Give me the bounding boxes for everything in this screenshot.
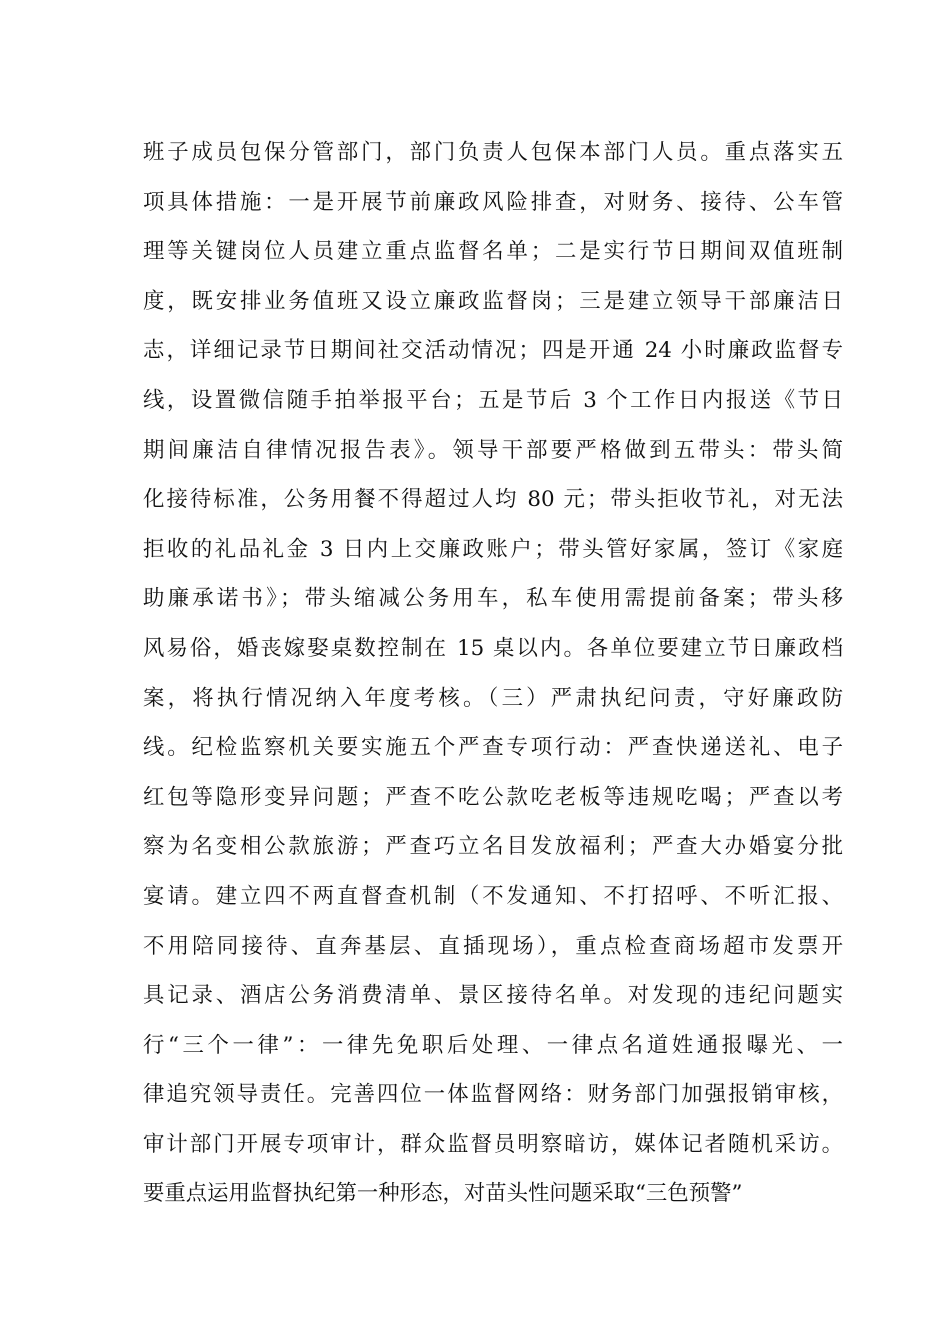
text-line: 行“三个一律”：一律先免职后处理、一律点名道姓通报曝光、一 xyxy=(143,1032,843,1058)
text-line: 度，既安排业务值班又设立廉政监督岗；三是建立领导干部廉洁日 xyxy=(143,288,843,314)
text-line: 案，将执行情况纳入年度考核。（三）严肃执纪问责，守好廉政防 xyxy=(143,685,843,711)
text-line: 期间廉洁自律情况报告表》。领导干部要严格做到五带头：带头简 xyxy=(143,437,843,463)
text-line: 项具体措施：一是开展节前廉政风险排查，对财务、接待、公车管 xyxy=(143,189,843,215)
text-line: 线，设置微信随手拍举报平台；五是节后 3 个工作日内报送《节日 xyxy=(143,387,843,413)
text-line: 具记录、酒店公务消费清单、景区接待名单。对发现的违纪问题实 xyxy=(143,983,843,1009)
text-line: 察为名变相公款旅游；严查巧立名目发放福利；严查大办婚宴分批 xyxy=(143,834,843,860)
text-line: 理等关键岗位人员建立重点监督名单；二是实行节日期间双值班制 xyxy=(143,239,843,265)
text-line: 志，详细记录节日期间社交活动情况；四是开通 24 小时廉政监督专 xyxy=(143,338,843,364)
text-line: 助廉承诺书》；带头缩减公务用车，私车使用需提前备案；带头移 xyxy=(143,586,843,612)
text-line: 律追究领导责任。完善四位一体监督网络：财务部门加强报销审核， xyxy=(143,1082,843,1108)
text-line: 化接待标准，公务用餐不得超过人均 80 元；带头拒收节礼，对无法 xyxy=(143,487,843,513)
text-line: 审计部门开展专项审计，群众监督员明察暗访，媒体记者随机采访。 xyxy=(143,1131,843,1157)
text-line: 拒收的礼品礼金 3 日内上交廉政账户；带头管好家属，签订《家庭 xyxy=(143,536,843,562)
text-line: 宴请。建立四不两直督查机制（不发通知、不打招呼、不听汇报、 xyxy=(143,883,843,909)
text-line: 不用陪同接待、直奔基层、直插现场），重点检查商场超市发票开 xyxy=(143,933,843,959)
text-line: 风易俗，婚丧嫁娶桌数控制在 15 桌以内。各单位要建立节日廉政档 xyxy=(143,635,843,661)
text-line: 班子成员包保分管部门，部门负责人包保本部门人员。重点落实五 xyxy=(143,140,843,165)
text-line: 要重点运用监督执纪第一种形态，对苗头性问题采取“三色预警” xyxy=(143,1181,743,1207)
text-line: 红包等隐形变异问题；严查不吃公款吃老板等违规吃喝；严查以考 xyxy=(143,784,843,810)
text-line: 线。纪检监察机关要实施五个严查专项行动：严查快递送礼、电子 xyxy=(143,735,843,761)
body-paragraph xyxy=(143,128,843,1219)
